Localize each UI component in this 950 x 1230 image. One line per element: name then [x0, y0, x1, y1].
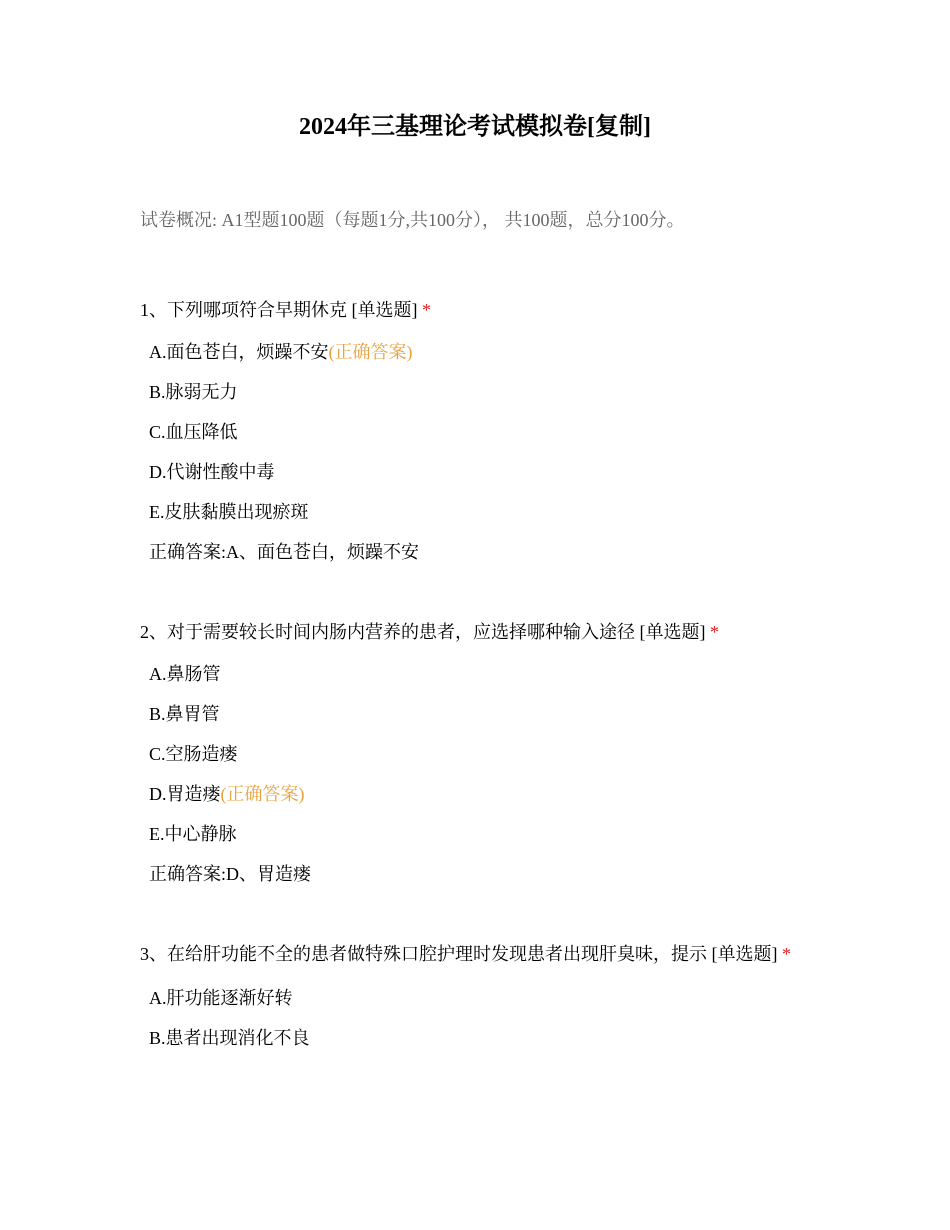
- option-a: A.鼻肠管: [149, 664, 221, 684]
- question-text: 1、下列哪项符合早期休克 [单选题] *: [140, 300, 431, 320]
- option-d: D.代谢性酸中毒: [149, 462, 275, 482]
- required-star: *: [710, 622, 719, 642]
- option-b: B.鼻胃管: [149, 704, 220, 724]
- correct-answer: 正确答案:D、胃造瘘: [149, 864, 311, 884]
- option-e: E.中心静脉: [149, 824, 237, 844]
- option-a: A.肝功能逐渐好转: [149, 988, 293, 1008]
- option-b: B.患者出现消化不良: [149, 1028, 310, 1048]
- correct-answer-tag: (正确答案): [220, 784, 305, 804]
- exam-summary: 试卷概况: A1型题100题（每题1分,共100分）， 共100题，总分100分。: [140, 210, 685, 230]
- option-c: C.空肠造瘘: [149, 744, 238, 764]
- question-3: [140, 938, 810, 1058]
- option-b: B.脉弱无力: [149, 382, 238, 402]
- page-title: 2024年三基理论考试模拟卷[复制]: [299, 114, 651, 140]
- question-2: [140, 616, 810, 894]
- option-a: A.面色苍白，烦躁不安(正确答案): [149, 342, 413, 362]
- correct-answer: 正确答案:A、面色苍白，烦躁不安: [149, 542, 419, 562]
- question-text: 2、对于需要较长时间内肠内营养的患者，应选择哪种输入途径 [单选题] *: [140, 622, 719, 642]
- option-d: D.胃造瘘(正确答案): [149, 784, 305, 804]
- required-star: *: [422, 300, 431, 320]
- required-star: *: [782, 944, 791, 964]
- option-c: C.血压降低: [149, 422, 238, 442]
- option-e: E.皮肤黏膜出现瘀斑: [149, 502, 309, 522]
- question-text: 3、在给肝功能不全的患者做特殊口腔护理时发现患者出现肝臭味，提示 [单选题] *: [140, 944, 791, 964]
- question-1: [140, 294, 810, 572]
- correct-answer-tag: (正确答案): [328, 342, 413, 362]
